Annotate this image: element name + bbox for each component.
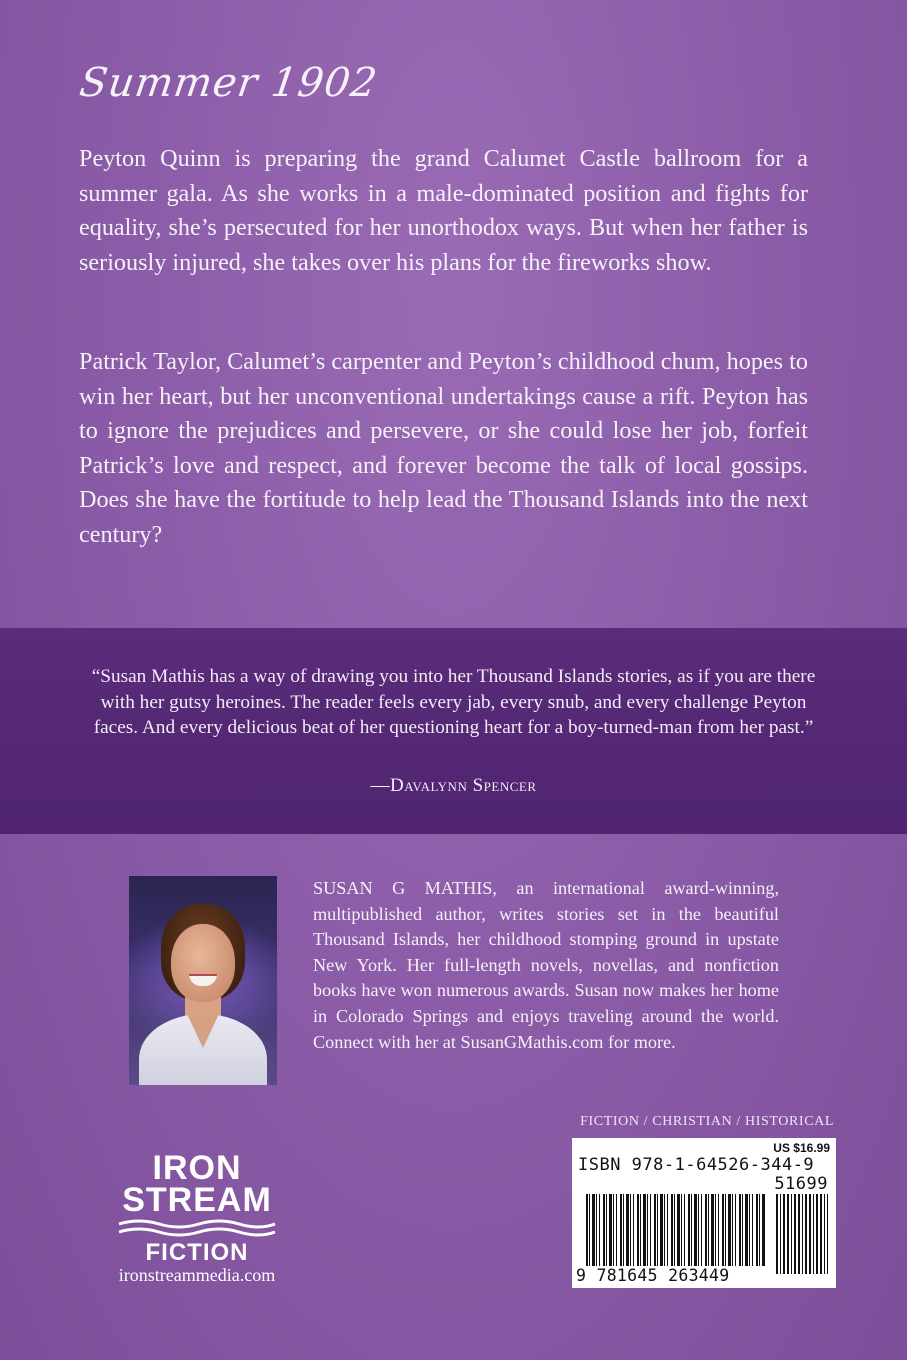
logo-line-fiction: FICTION xyxy=(145,1239,249,1266)
isbn-barcode xyxy=(572,1138,836,1288)
endorsement-attribution: —Davalynn Spencer xyxy=(370,775,537,796)
price-label: US $16.99 xyxy=(773,1141,830,1155)
publisher-logo xyxy=(117,1149,277,1266)
genre-label: FICTION / CHRISTIAN / HISTORICAL xyxy=(580,1114,834,1129)
barcode-digits: 9 781645 263449 xyxy=(576,1266,730,1285)
endorsement-quote: “Susan Mathis has a way of drawing you into her Thousand Islands stories, as if you are there with her gutsy heroines. The reader feels every jab, every snub, and every challenge Peyton faces. And every delicious beat of her questioning heart for a boy-turned-man from her past.” xyxy=(91,666,816,738)
author-photo xyxy=(129,876,277,1085)
barcode-bars xyxy=(586,1194,766,1266)
era-heading: Summer 1902 xyxy=(76,60,381,106)
barcode-add-on-bars xyxy=(776,1194,828,1274)
logo-line-stream: STREAM xyxy=(122,1181,272,1219)
author-bio: SUSAN G MATHIS, an international award-winning, multipublished author, writes stories set in the beautiful Thousand Islands, her childhood stomping ground in upstate New York. Her full-length novels, novellas, and nonfiction books have won numerous awards. Susan now makes her home in Colorado Springs and enjoys traveling around the world. Connect with her at SusanGMathis.com for more. xyxy=(313,878,779,1052)
publisher-website[interactable]: ironstreammedia.com xyxy=(118,1265,276,1285)
isbn-label: ISBN 978-1-64526-344-9 xyxy=(578,1155,815,1175)
blurb-paragraph-2: Patrick Taylor, Calumet’s carpenter and Peyton’s childhood chum, hopes to win her heart, but her unconventional undertakings cause a rift. Peyton has to ignore the prejudices and persevere, or she could lose her job, forfeit Patrick’s love and respect, and forever become the talk of local gossips. Does she have the fortitude to help lead the Thousand Islands into the next century? xyxy=(79,348,808,548)
barcode-add-on: 51699 xyxy=(774,1174,828,1194)
wave-icon xyxy=(117,1218,277,1238)
logo-line-iron: IRON xyxy=(152,1149,242,1187)
blurb-paragraph-1: Peyton Quinn is preparing the grand Calumet Castle ballroom for a summer gala. As she works in a male-dominated position and fights for equality, she’s persecuted for her unorthodox ways. But when her father is seriously injured, she takes over his plans for the fireworks show. xyxy=(79,145,808,276)
